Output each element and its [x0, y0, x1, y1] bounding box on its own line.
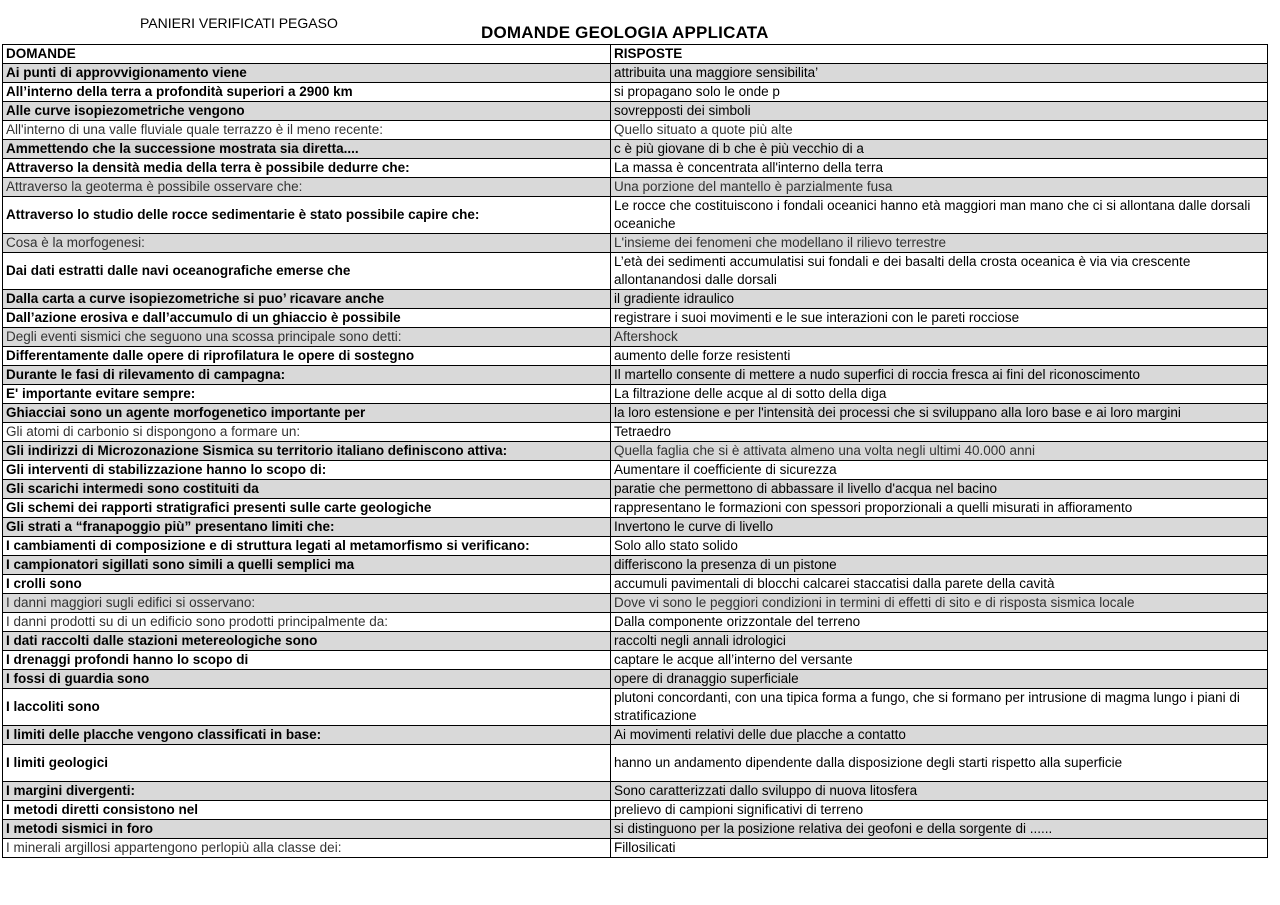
- question-cell: Alle curve isopiezometriche vengono: [3, 102, 611, 121]
- question-cell: I fossi di guardia sono: [3, 670, 611, 689]
- table-row: [3, 253, 1268, 290]
- answer-cell: hanno un andamento dipendente dalla disposizione degli starti rispetto alla superficie: [611, 745, 1268, 782]
- question-cell: Differentamente dalle opere di riprofilatura le opere di sostegno: [3, 347, 611, 366]
- answer-cell: rappresentano le formazioni con spessori proporzionali a quelli misurati in affioramento: [611, 499, 1268, 518]
- table-row: [3, 537, 1268, 556]
- answer-cell: Tetraedro: [611, 423, 1268, 442]
- question-cell: I metodi diretti consistono nel: [3, 801, 611, 820]
- answer-cell: la loro estensione e per l'intensità dei processi che si sviluppano alla loro base e ai loro margini: [611, 404, 1268, 423]
- answer-cell: L'insieme dei fenomeni che modellano il rilievo terrestre: [611, 234, 1268, 253]
- table-row: [3, 651, 1268, 670]
- table-row: [3, 782, 1268, 801]
- table-row: [3, 689, 1268, 726]
- answer-cell: Fillosilicati: [611, 839, 1268, 858]
- question-cell: I minerali argillosi appartengono perlopiù alla classe dei:: [3, 839, 611, 858]
- question-cell: Dall’azione erosiva e dall’accumulo di un ghiaccio è possibile: [3, 309, 611, 328]
- table-row: [3, 102, 1268, 121]
- table-row: [3, 178, 1268, 197]
- answer-cell: Le rocce che costituiscono i fondali oceanici hanno età maggiori man mano che ci si allontana dalle dorsali oceaniche: [611, 197, 1268, 234]
- answer-cell: Aumentare il coefficiente di sicurezza: [611, 461, 1268, 480]
- answer-cell: La filtrazione delle acque al di sotto della diga: [611, 385, 1268, 404]
- table-row: [3, 820, 1268, 839]
- question-cell: Gli atomi di carbonio si dispongono a formare un:: [3, 423, 611, 442]
- question-cell: Ai punti di approvvigionamento viene: [3, 64, 611, 83]
- answer-cell: c è più giovane di b che è più vecchio di a: [611, 140, 1268, 159]
- answer-cell: attribuita una maggiore sensibilita’: [611, 64, 1268, 83]
- answer-cell: Quella faglia che si è attivata almeno una volta negli ultimi 40.000 anni: [611, 442, 1268, 461]
- question-cell: Dalla carta a curve isopiezometriche si puo’ ricavare anche: [3, 290, 611, 309]
- question-cell: Degli eventi sismici che seguono una scossa principale sono detti:: [3, 328, 611, 347]
- answer-cell: captare le acque all’interno del versante: [611, 651, 1268, 670]
- answer-cell: si propagano solo le onde p: [611, 83, 1268, 102]
- table-row: [3, 140, 1268, 159]
- question-cell: All’interno della terra a profondità superiori a 2900 km: [3, 83, 611, 102]
- question-cell: I metodi sismici in foro: [3, 820, 611, 839]
- question-cell: Gli schemi dei rapporti stratigrafici presenti sulle carte geologiche: [3, 499, 611, 518]
- table-row: [3, 518, 1268, 537]
- question-cell: Dai dati estratti dalle navi oceanografiche emerse che: [3, 253, 611, 290]
- answer-cell: Aftershock: [611, 328, 1268, 347]
- table-row: [3, 461, 1268, 480]
- question-cell: I dati raccolti dalle stazioni metereologiche sono: [3, 632, 611, 651]
- answer-cell: Dalla componente orizzontale del terreno: [611, 613, 1268, 632]
- question-cell: Gli indirizzi di Microzonazione Sismica su territorio italiano definiscono attiva:: [3, 442, 611, 461]
- question-cell: Ammettendo che la successione mostrata sia diretta....: [3, 140, 611, 159]
- answer-cell: Dove vi sono le peggiori condizioni in termini di effetti di sito e di risposta sismica locale: [611, 594, 1268, 613]
- table-row: [3, 613, 1268, 632]
- table-row: [3, 366, 1268, 385]
- table-row: [3, 556, 1268, 575]
- answer-cell: accumuli pavimentali di blocchi calcarei staccatisi dalla parete della cavità: [611, 575, 1268, 594]
- question-cell: I laccoliti sono: [3, 689, 611, 726]
- question-cell: Attraverso la geoterma è possibile osservare che:: [3, 178, 611, 197]
- answer-cell: opere di dranaggio superficiale: [611, 670, 1268, 689]
- table-row: [3, 83, 1268, 102]
- qa-table: [2, 44, 1268, 858]
- table-header-row: [3, 45, 1268, 64]
- question-cell: Ghiacciai sono un agente morfogenetico importante per: [3, 404, 611, 423]
- question-cell: Gli scarichi intermedi sono costituiti da: [3, 480, 611, 499]
- answer-cell: Sono caratterizzati dallo sviluppo di nuova litosfera: [611, 782, 1268, 801]
- table-row: [3, 670, 1268, 689]
- question-cell: Attraverso la densità media della terra è possibile dedurre che:: [3, 159, 611, 178]
- question-cell: Attraverso lo studio delle rocce sedimentarie è stato possibile capire che:: [3, 197, 611, 234]
- column-header-risposte: RISPOSTE: [611, 45, 1268, 64]
- header-left-label: PANIERI VERIFICATI PEGASO: [140, 15, 338, 31]
- question-cell: E' importante evitare sempre:: [3, 385, 611, 404]
- column-header-domande: DOMANDE: [3, 45, 611, 64]
- answer-cell: differiscono la presenza di un pistone: [611, 556, 1268, 575]
- answer-cell: L’età dei sedimenti accumulatisi sui fondali e dei basalti della crosta oceanica è via via crescente allontanandosi dalle dorsali: [611, 253, 1268, 290]
- answer-cell: si distinguono per la posizione relativa dei geofoni e della sorgente di ......: [611, 820, 1268, 839]
- answer-cell: prelievo di campioni significativi di terreno: [611, 801, 1268, 820]
- table-row: [3, 328, 1268, 347]
- answer-cell: Solo allo stato solido: [611, 537, 1268, 556]
- answer-cell: il gradiente idraulico: [611, 290, 1268, 309]
- table-row: [3, 745, 1268, 782]
- answer-cell: Ai movimenti relativi delle due placche a contatto: [611, 726, 1268, 745]
- table-row: [3, 347, 1268, 366]
- question-cell: Cosa è la morfogenesi:: [3, 234, 611, 253]
- question-cell: I margini divergenti:: [3, 782, 611, 801]
- question-cell: Gli strati a “franapoggio più” presentano limiti che:: [3, 518, 611, 537]
- page-title: DOMANDE GEOLOGIA APPLICATA: [481, 23, 769, 42]
- answer-cell: Il martello consente di mettere a nudo superfici di roccia fresca ai fini del riconoscimento: [611, 366, 1268, 385]
- table-row: [3, 726, 1268, 745]
- table-row: [3, 290, 1268, 309]
- answer-cell: paratie che permettono di abbassare il livello d'acqua nel bacino: [611, 480, 1268, 499]
- table-row: [3, 632, 1268, 651]
- table-row: [3, 404, 1268, 423]
- question-cell: All'interno di una valle fluviale quale terrazzo è il meno recente:: [3, 121, 611, 140]
- question-cell: I danni prodotti su di un edificio sono prodotti principalmente da:: [3, 613, 611, 632]
- table-row: [3, 801, 1268, 820]
- question-cell: I danni maggiori sugli edifici si osservano:: [3, 594, 611, 613]
- table-row: [3, 499, 1268, 518]
- question-cell: I campionatori sigillati sono simili a quelli semplici ma: [3, 556, 611, 575]
- answer-cell: aumento delle forze resistenti: [611, 347, 1268, 366]
- question-cell: I limiti geologici: [3, 745, 611, 782]
- table-row: [3, 385, 1268, 404]
- question-cell: Gli interventi di stabilizzazione hanno lo scopo di:: [3, 461, 611, 480]
- table-row: [3, 64, 1268, 83]
- answer-cell: registrare i suoi movimenti e le sue interazioni con le pareti rocciose: [611, 309, 1268, 328]
- table-row: [3, 234, 1268, 253]
- question-cell: I cambiamenti di composizione e di struttura legati al metamorfismo si verificano:: [3, 537, 611, 556]
- table-row: [3, 442, 1268, 461]
- answer-cell: Invertono le curve di livello: [611, 518, 1268, 537]
- question-cell: I drenaggi profondi hanno lo scopo di: [3, 651, 611, 670]
- question-cell: Durante le fasi di rilevamento di campagna:: [3, 366, 611, 385]
- table-row: [3, 159, 1268, 178]
- answer-cell: raccolti negli annali idrologici: [611, 632, 1268, 651]
- answer-cell: La massa è concentrata all'interno della terra: [611, 159, 1268, 178]
- answer-cell: Una porzione del mantello è parzialmente fusa: [611, 178, 1268, 197]
- table-row: [3, 575, 1268, 594]
- table-row: [3, 309, 1268, 328]
- table-row: [3, 480, 1268, 499]
- table-row: [3, 121, 1268, 140]
- question-cell: I crolli sono: [3, 575, 611, 594]
- answer-cell: plutoni concordanti, con una tipica forma a fungo, che si formano per intrusione di magma lungo i piani di stratificazione: [611, 689, 1268, 726]
- table-row: [3, 197, 1268, 234]
- question-cell: I limiti delle placche vengono classificati in base:: [3, 726, 611, 745]
- table-row: [3, 423, 1268, 442]
- answer-cell: Quello situato a quote più alte: [611, 121, 1268, 140]
- table-row: [3, 839, 1268, 858]
- answer-cell: sovrepposti dei simboli: [611, 102, 1268, 121]
- table-row: [3, 594, 1268, 613]
